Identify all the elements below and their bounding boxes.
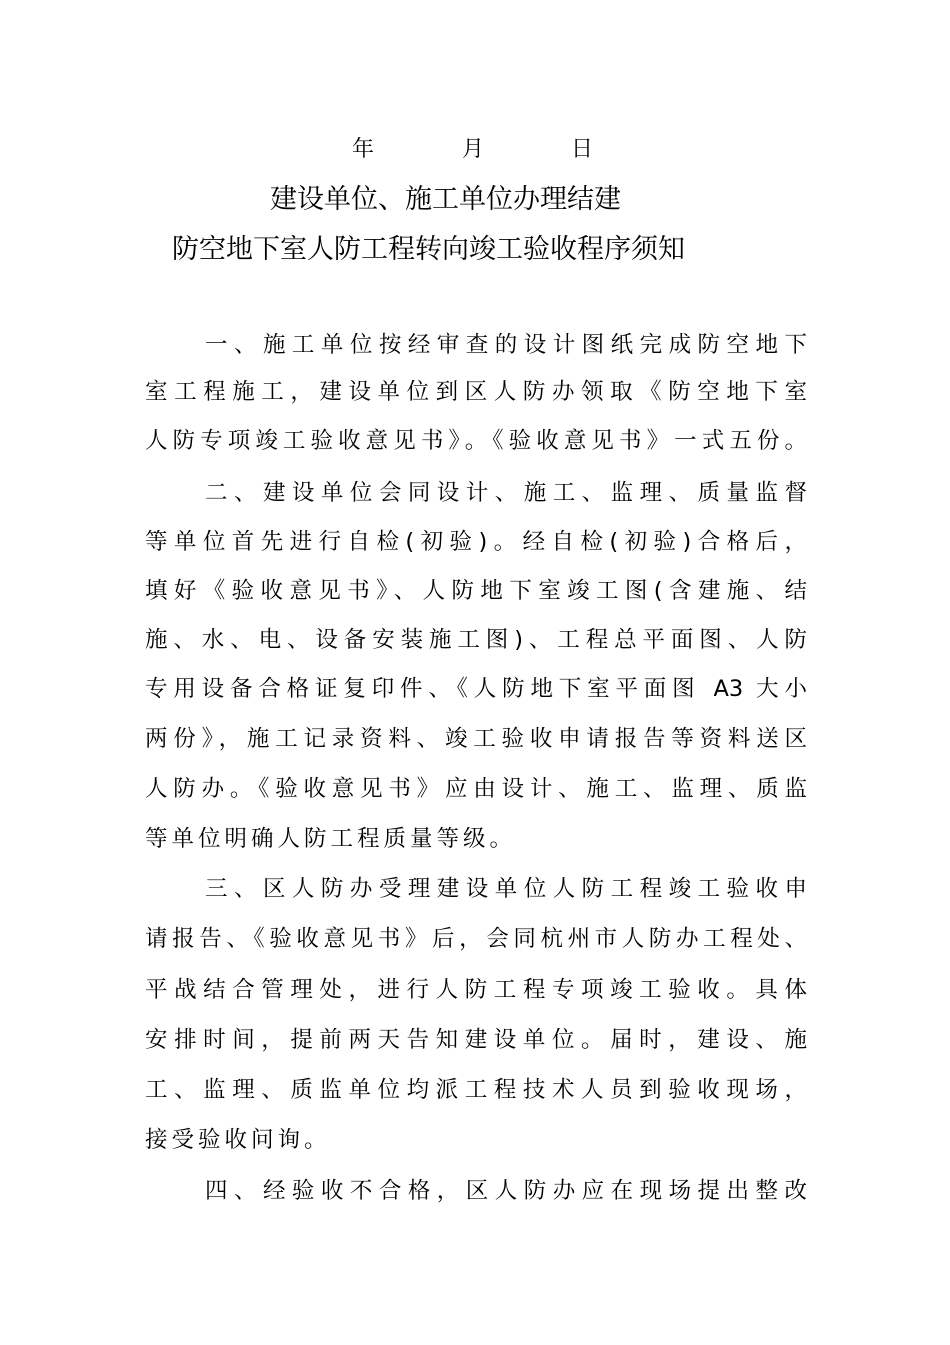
body-line: 二、建设单位会同设计、施工、监理、质量监督 (205, 480, 807, 506)
body-line: 一、施工单位按经审查的设计图纸完成防空地下 (205, 332, 807, 358)
date-day-label: 日 (571, 137, 594, 162)
date-line (0, 132, 950, 162)
body-line: 接受验收问询。 (145, 1127, 331, 1153)
date-year-label: 年 (352, 137, 375, 162)
date-month-label: 月 (462, 137, 485, 162)
body-line: 等单位首先进行自检(初验)。经自检(初验)合格后， (145, 529, 807, 555)
body-line: 室工程施工，建设单位到区人防办领取《防空地下室 (145, 379, 807, 405)
body-line: 填好《验收意见书》、人防地下室竣工图(含建施、结 (145, 578, 807, 604)
body-line: 请报告、《验收意见书》后，会同杭州市人防办工程处、 (145, 926, 807, 952)
document-title-line-2: 防空地下室人防工程转向竣工验收程序须知 (172, 234, 685, 265)
body-line: 人防专项竣工验收意见书》。《验收意见书》一式五份。 (145, 428, 807, 454)
body-line: 人防办。《验收意见书》应由设计、施工、监理、质监 (145, 776, 807, 802)
body-line: 平战结合管理处，进行人防工程专项竣工验收。具体 (145, 977, 807, 1003)
body-line: 专用设备合格证复印件、《人防地下室平面图 A3 大小 (145, 676, 807, 702)
body-line: 施、水、电、设备安装施工图)、工程总平面图、人防 (145, 627, 807, 653)
body-line: 安排时间，提前两天告知建设单位。届时，建设、施 (145, 1027, 807, 1053)
body-line: 三、区人防办受理建设单位人防工程竣工验收申 (205, 876, 807, 902)
body-line: 等单位明确人防工程质量等级。 (145, 826, 517, 852)
body-line: 四、经验收不合格，区人防办应在现场提出整改 (205, 1178, 807, 1204)
document-title-line-1: 建设单位、施工单位办理结建 (270, 184, 621, 215)
body-line: 工、监理、质监单位均派工程技术人员到验收现场， (145, 1077, 807, 1103)
body-line: 两份》，施工记录资料、竣工验收申请报告等资料送区 (145, 726, 807, 752)
